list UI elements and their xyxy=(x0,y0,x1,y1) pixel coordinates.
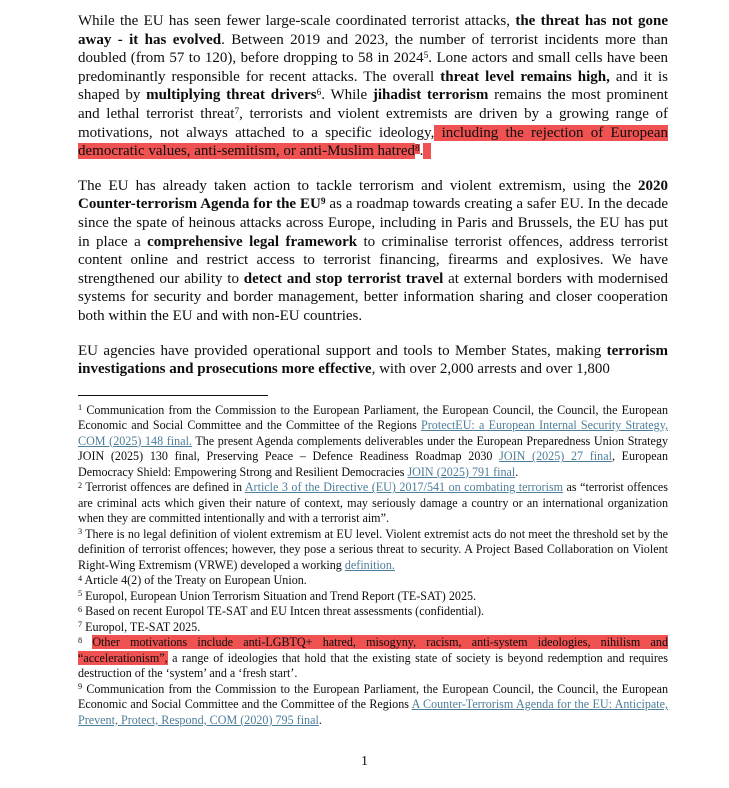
footnote-item xyxy=(78,480,668,527)
text-run: including the rejection of European democratic values, anti-semitism, or anti-Muslim hatred xyxy=(78,124,668,160)
text-run: , terrorists and violent extremists are driven by a growing range of motivations, not always attached to a specific ideology, xyxy=(78,105,668,141)
footnote-item xyxy=(78,403,668,481)
text-run: as a roadmap towards creating a safer EU. In the decade since the spate of heinous attacks across Europe, including in Paris and Brussels, the EU has put in place a xyxy=(78,196,669,250)
text-run: . xyxy=(515,464,519,479)
text-run: 6 xyxy=(316,88,322,99)
footnote-marker: 2 xyxy=(78,480,83,490)
text-run: . xyxy=(419,143,424,160)
footnote-link[interactable]: JOIN (2025) 27 final xyxy=(499,449,612,464)
footnote-marker: 8 xyxy=(78,635,83,645)
page-number: 1 xyxy=(361,754,368,769)
text-run: the threat has not gone away - it has evolved xyxy=(78,13,668,48)
text-run: multiplying threat drivers xyxy=(146,87,317,104)
text-run: jihadist terrorism xyxy=(372,87,489,104)
footnote-marker: 4 xyxy=(78,573,83,583)
footnote-item xyxy=(78,635,668,682)
main-text xyxy=(78,12,668,379)
text-run: 8 xyxy=(415,143,420,154)
text-run: terrorism investigations and prosecutions more effective xyxy=(78,342,668,378)
text-run: and it is shaped by xyxy=(78,68,668,104)
footnote-marker: 5 xyxy=(78,589,83,598)
footnote-item xyxy=(78,620,668,636)
text-run: comprehensive legal framework xyxy=(147,233,358,250)
text-run: There is no legal definition of violent extremism at EU level. Violent extremist acts do not meet the threshold set by the definition of terrorist offences; however, they pose a serious threat to security. A Project Based Collaboration on Violent Right-Wing Extremism (VRWE) developed a working xyxy=(78,526,669,572)
text-run: . While xyxy=(321,87,373,104)
footnote-item xyxy=(78,682,668,729)
footnote-link[interactable]: ProtectEU: a European Internal Security Strategy, COM (2025) 148 final. xyxy=(78,418,668,448)
footnote-item xyxy=(78,573,668,589)
footnote-link[interactable]: A Counter-Terrorism Agenda for the EU: Anticipate, Prevent, Protect, Respond, COM (2020) 795 final xyxy=(78,697,668,727)
text-run: 9 xyxy=(320,197,326,208)
footnote-marker: 3 xyxy=(78,527,83,536)
text-run: . Between 2019 and 2023, the number of terrorist incidents more than doubled (from 57 to 120), before dropping to 58 in 2024 xyxy=(78,31,669,67)
text-run: Article 4(2) of the Treaty on European Union. xyxy=(84,573,307,588)
footnotes-section xyxy=(78,403,668,729)
footnote-marker: 9 xyxy=(78,682,83,691)
text-run: as “terrorist offences are criminal acts which given their nature of context, may seriously damage a country or an international organization when they are committed intentionally and with a terrorist aim”. xyxy=(78,480,669,526)
text-run xyxy=(423,143,431,159)
text-run: . xyxy=(318,712,322,727)
text-run: 2020 Counter-terrorism Agenda for the EU xyxy=(78,177,668,213)
paragraph xyxy=(78,12,668,161)
text-run: at external borders with modernised systems for security and border management, better information sharing and closer cooperation both within the EU and with non-EU countries. xyxy=(78,270,669,324)
footnote-marker: 1 xyxy=(78,403,83,412)
footnote-link[interactable]: JOIN (2025) 791 final xyxy=(407,464,516,479)
text-run: remains the most prominent and lethal terrorist threat xyxy=(78,87,669,122)
text-run: The EU has already taken action to tackle terrorism and violent extremism, using the xyxy=(78,177,638,194)
text-run: Terrorist offences are defined in xyxy=(85,480,245,495)
footnote-marker: 7 xyxy=(78,620,83,629)
footnote-item xyxy=(78,604,668,620)
text-run: Communication from the Commission to the European Parliament, the European Council, the Council, the European Economic and Social Committee and the Committee of the Regions xyxy=(78,681,668,712)
footnote-separator xyxy=(78,395,268,396)
paragraph xyxy=(78,342,668,379)
footnote-link[interactable]: definition. xyxy=(344,557,395,572)
text-run: The present Agenda complements deliverables under the European Preparedness Union Strategy JOIN (2025) 130 final, Preserving Peace – Defence Readiness Roadmap 2030 xyxy=(78,433,668,464)
text-run: 7 xyxy=(234,106,240,117)
text-run: EU agencies have provided operational support and tools to Member States, making xyxy=(78,342,607,359)
text-run: a range of ideologies that hold that the existing state of society is beyond redemption and requires destruction of the ‘system’ and a ‘fresh start’. xyxy=(78,650,668,681)
text-run: threat level remains high, xyxy=(440,68,610,85)
text-run: , European Democracy Shield: Empowering Strong and Resilient Democracies xyxy=(78,449,668,479)
text-run: to criminalise terrorist offences, address terrorist content online and restrict access to terrorist financing, firearms and explosives. We have strengthened our ability to xyxy=(78,233,668,287)
footnote-item xyxy=(78,527,668,574)
text-run: While the EU has seen fewer large-scale coordinated terrorist attacks, xyxy=(78,13,516,29)
text-run: . Lone actors and small cells have been predominantly responsible for recent attacks. The overall xyxy=(78,50,668,85)
text-run: Based on recent Europol TE-SAT and EU Intcen threat assessments (confidential). xyxy=(85,604,485,619)
footnote-link[interactable]: Article 3 of the Directive (EU) 2017/541 on combating terrorism xyxy=(244,480,564,495)
text-run: Other motivations include anti-LGBTQ+ hatred, misogyny, racism, anti-system ideologies, nihilism and “accelerationism”, xyxy=(78,635,668,665)
paragraph xyxy=(78,177,668,326)
text-run: Europol, European Union Terrorism Situation and Trend Report (TE-SAT) 2025. xyxy=(85,588,477,603)
text-run: , with over 2,000 arrests and over 1,800 xyxy=(371,361,610,378)
text-run: detect and stop terrorist travel xyxy=(243,270,444,287)
text-run: Communication from the Commission to the European Parliament, the European Council, the Council, the European Economic and Social Committee and the Committee of the Regions xyxy=(78,402,668,433)
text-run: Europol, TE-SAT 2025. xyxy=(85,619,201,634)
text-run: 5 xyxy=(423,51,429,62)
footnote-marker: 6 xyxy=(78,604,83,614)
footnote-item xyxy=(78,589,668,605)
